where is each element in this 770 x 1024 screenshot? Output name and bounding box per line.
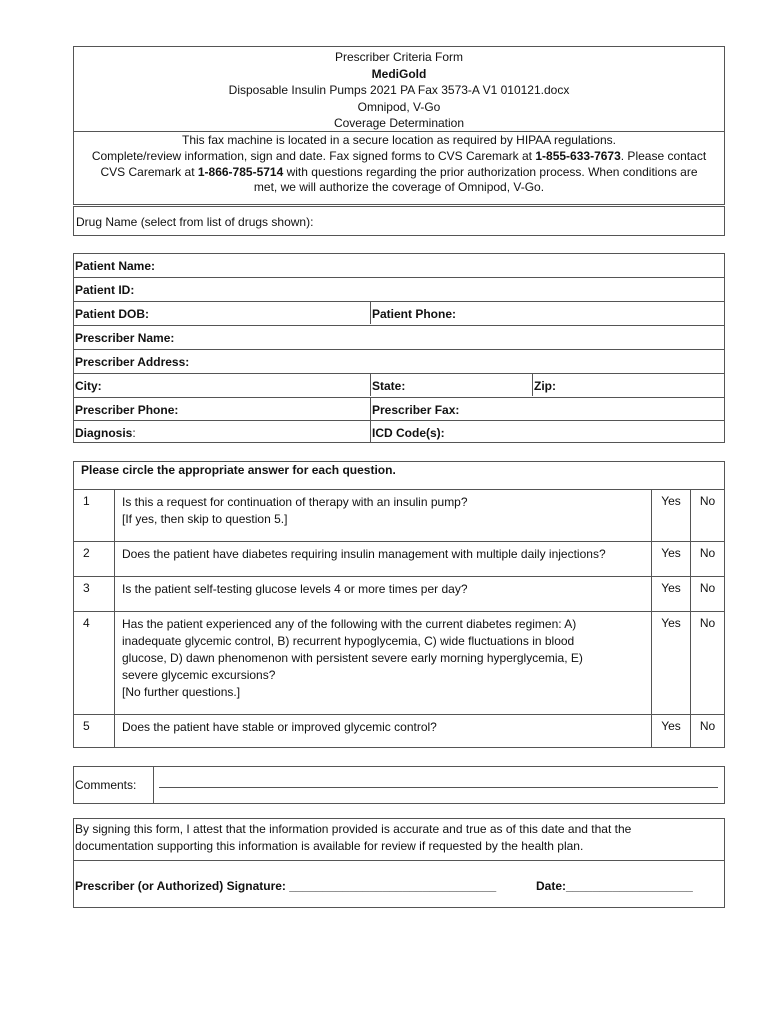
- form-subtitle: Coverage Determination: [333, 116, 465, 131]
- question-line: severe glycemic excursions?: [122, 668, 276, 682]
- question-number: 5: [83, 719, 90, 733]
- patient-name-row[interactable]: [74, 254, 724, 277]
- fax-number: 1-855-633-7673: [535, 148, 621, 163]
- question-line: Does the patient have stable or improved glycemic control?: [122, 720, 437, 734]
- prescriber-phone-label[interactable]: Prescriber Phone:: [75, 403, 179, 417]
- question-row: [74, 714, 724, 747]
- patient-phone-label[interactable]: Patient Phone:: [370, 302, 724, 324]
- questions-table: [73, 461, 725, 748]
- patient-id-row[interactable]: [74, 277, 724, 300]
- drug-name-field[interactable]: [73, 206, 725, 236]
- form-header: [73, 46, 725, 205]
- answer-no[interactable]: No: [690, 542, 724, 576]
- answer-yes[interactable]: Yes: [651, 715, 690, 747]
- answer-yes[interactable]: Yes: [651, 577, 690, 611]
- prescriber-address-row[interactable]: [74, 349, 724, 372]
- notice-line-3: [77, 165, 721, 181]
- question-text: [114, 577, 651, 611]
- notice-text: CVS Caremark at: [100, 164, 198, 179]
- prescriber-address-label: Prescriber Address:: [75, 355, 190, 369]
- answer-no[interactable]: No: [690, 715, 724, 747]
- question-number: 4: [83, 616, 90, 630]
- comments-line[interactable]: [159, 787, 718, 788]
- comments-label: Comments:: [74, 767, 154, 803]
- answer-no[interactable]: No: [690, 577, 724, 611]
- icd-codes-label[interactable]: ICD Code(s):: [370, 421, 724, 443]
- patient-dob-label[interactable]: Patient DOB:: [75, 307, 150, 321]
- question-line: Is the patient self-testing glucose levels 4 or more times per day?: [122, 582, 468, 596]
- patient-dob-row: [74, 301, 724, 324]
- city-label[interactable]: City:: [75, 379, 102, 393]
- city-state-zip-row: [74, 373, 724, 396]
- question-line: [No further questions.]: [122, 685, 241, 699]
- question-row: [74, 611, 724, 714]
- prescriber-name-row[interactable]: [74, 325, 724, 348]
- notice-text: Complete/review information, sign and date. Fax signed forms to CVS Caremark at: [91, 148, 536, 163]
- question-line: Is this a request for continuation of therapy with an insulin pump?: [122, 495, 468, 509]
- date-field[interactable]: Date:___________________: [536, 879, 693, 893]
- answer-yes[interactable]: Yes: [651, 612, 690, 714]
- question-text: [114, 612, 651, 714]
- question-line: [If yes, then skip to question 5.]: [122, 512, 288, 526]
- header-titles: [74, 47, 724, 131]
- diagnosis-colon: :: [132, 426, 136, 440]
- attestation-section: [73, 818, 725, 908]
- question-number: 2: [83, 546, 90, 560]
- diagnosis-row: [74, 420, 724, 443]
- answer-no[interactable]: No: [690, 490, 724, 541]
- questions-heading: Please circle the appropriate answer for each question.: [81, 463, 396, 477]
- notice-line-4: met, we will authorize the coverage of Omnipod, V-Go.: [253, 180, 545, 195]
- question-text: [114, 542, 651, 576]
- plan-name: MediGold: [371, 66, 427, 81]
- state-label[interactable]: State:: [370, 374, 532, 396]
- fax-notice: [74, 131, 724, 196]
- notice-line-1: This fax machine is located in a secure location as required by HIPAA regulations.: [181, 133, 616, 147]
- answer-yes[interactable]: Yes: [651, 490, 690, 541]
- prescriber-name-label: Prescriber Name:: [75, 331, 175, 345]
- question-row: [74, 576, 724, 611]
- phone-number: 1-866-785-5714: [197, 164, 284, 179]
- question-line: inadequate glycemic control, B) recurrent hypoglycemia, C) wide fluctuations in blood: [122, 634, 575, 648]
- question-line: Has the patient experienced any of the following with the current diabetes regimen: A): [122, 617, 577, 631]
- question-line: Does the patient have diabetes requiring insulin management with multiple daily injections?: [122, 547, 606, 561]
- document-name: Disposable Insulin Pumps 2021 PA Fax 3573-A V1 010121.docx: [228, 83, 570, 98]
- answer-yes[interactable]: Yes: [651, 542, 690, 576]
- patient-name-label: Patient Name:: [75, 259, 156, 273]
- prescriber-contact-row: [74, 397, 724, 420]
- patient-id-label: Patient ID:: [75, 283, 135, 297]
- signature-row: [74, 860, 724, 908]
- question-text: [114, 490, 651, 541]
- products: Omnipod, V-Go: [357, 99, 441, 114]
- question-row: [74, 541, 724, 576]
- signature-field[interactable]: Prescriber (or Authorized) Signature: _______________________________: [75, 879, 497, 893]
- diagnosis-label: Diagnosis: [75, 426, 133, 440]
- notice-line-2: [77, 149, 721, 165]
- notice-text: with questions regarding the prior authorization process. When conditions are: [283, 164, 698, 179]
- diagnosis-cell[interactable]: [74, 421, 370, 443]
- notice-text: . Please contact: [620, 148, 707, 163]
- comments-section: [73, 766, 725, 804]
- prescriber-fax-label[interactable]: Prescriber Fax:: [370, 398, 724, 420]
- attestation-line-2: documentation supporting this information is available for review if requested by the health plan.: [75, 839, 584, 853]
- question-line: glucose, D) dawn phenomenon with persistent severe early morning hyperglycemia, E): [122, 651, 583, 665]
- attestation-line-1: By signing this form, I attest that the information provided is accurate and true as of this date and that the: [75, 822, 632, 836]
- patient-info-table: [73, 253, 725, 443]
- answer-no[interactable]: No: [690, 612, 724, 714]
- attestation-text: [74, 819, 724, 861]
- question-number: 1: [83, 494, 90, 508]
- question-row: [74, 489, 724, 541]
- zip-label[interactable]: Zip:: [532, 374, 724, 396]
- form-title: Prescriber Criteria Form: [334, 50, 463, 64]
- question-number: 3: [83, 581, 90, 595]
- drug-name-label: Drug Name (select from list of drugs shown):: [76, 215, 314, 229]
- question-text: [114, 715, 651, 747]
